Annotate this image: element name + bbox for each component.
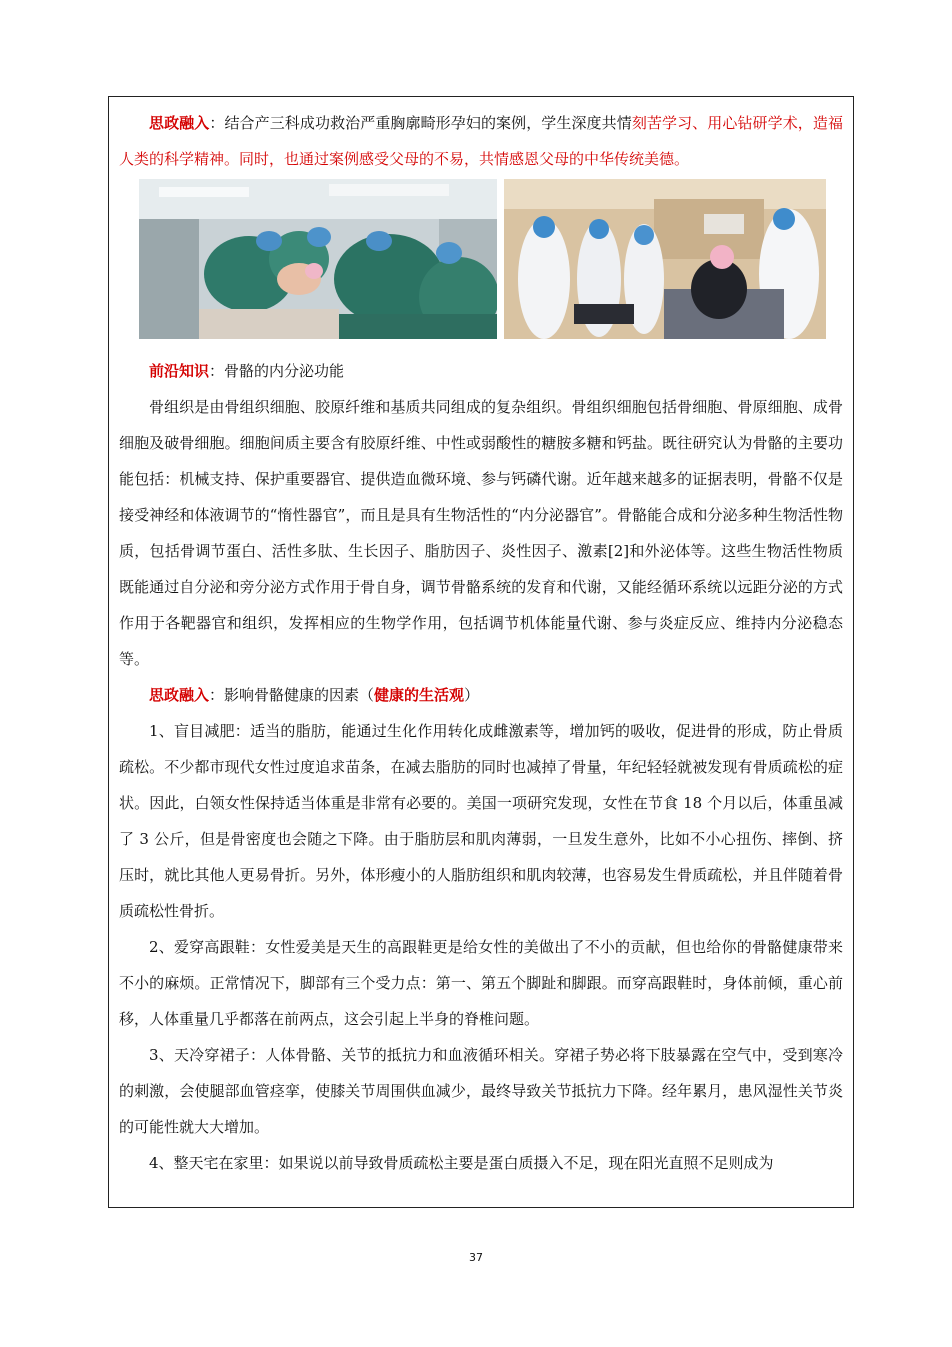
intro-label: 思政融入: [149, 114, 210, 132]
frontier-colon: ：: [209, 362, 225, 380]
frontier-heading: [119, 353, 843, 389]
ward-visit-photo: [504, 179, 826, 339]
intro-red-text: 刻苦学习、用心钻研学术，造福人类的科学精神。同时，也通过案例感受父母的不易，共情感恩父母的中华传统美德。: [119, 114, 843, 168]
frontier-body: 骨组织是由骨组织细胞、胶原纤维和基质共同组成的复杂组织。骨组织细胞包括骨细胞、骨原细胞、成骨细胞及破骨细胞。细胞间质主要含有胶原纤维、中性或弱酸性的糖胺多糖和钙盐。既往研究认为骨骼的主要功能包括：机械支持、保护重要器官、提供造血微环境、参与钙磷代谢。近年越来越多的证据表明，骨骼不仅是接受神经和体液调节的“惰性器官”，而且是具有生物活性的“内分泌器官”。骨骼能合成和分泌多种生物活性物质，包括骨调节蛋白、活性多肽、生长因子、脂肪因子、炎性因子、激素[2]和外泌体等。这些生物活性物质既能通过自分泌和旁分泌方式作用于骨自身，调节骨骼系统的发育和代谢，又能经循环系统以远距分泌的方式作用于各靶器官和组织，发挥相应的生物学作用，包括调节机体能量代谢、参与炎症反应、维持内分泌稳态等。: [119, 398, 843, 668]
surgery-team-photo: [139, 179, 497, 339]
ideology2-emphasis: 健康的生活观: [374, 686, 465, 704]
item-paragraph: 3、天冷穿裙子：人体骨骼、关节的抵抗力和血液循环相关。穿裙子势必将下肢暴露在空气中，受到寒冷的刺激，会使腿部血管痉挛，使膝关节周围供血减少，最终导致关节抵抗力下降。经年累月，患风湿性关节炎的可能性就大大增加。: [119, 1046, 843, 1136]
photo-row: [119, 179, 843, 353]
intro-paragraph: [119, 105, 843, 177]
content-table-cell: [108, 96, 854, 1208]
ideology2-text: 影响骨骼健康的因素（: [224, 686, 375, 704]
ideology2-label: 思政融入: [149, 686, 210, 704]
frontier-label: 前沿知识: [149, 362, 210, 380]
ideology2-heading: [119, 677, 843, 713]
item-paragraph: 4、整天宅在家里：如果说以前导致骨质疏松主要是蛋白质摄入不足，现在阳光直照不足则成为: [149, 1154, 774, 1172]
content-body: [109, 97, 853, 1181]
frontier-topic: 骨骼的内分泌功能: [224, 362, 345, 380]
item-paragraph: 1、盲目减肥：适当的脂肪，能通过生化作用转化成雌激素等，增加钙的吸收，促进骨的形成，防止骨质疏松。不少都市现代女性过度追求苗条，在减去脂肪的同时也减掉了骨量，年纪轻轻就被发现有骨质疏松的症状。因此，白领女性保持适当体重是非常有必要的。美国一项研究发现，女性在节食 18 个月以后，体重虽减了 3 公斤，但是骨密度也会随之下降。由于脂肪层和肌肉薄弱，一旦发生意外，比如不小心扭伤、摔倒、挤压时，就比其他人更易骨折。另外，体形瘦小的人脂肪组织和肌肉较薄，也容易发生骨质疏松，并且伴随着骨质疏松性骨折。: [119, 722, 843, 920]
intro-colon: ：: [209, 114, 225, 132]
item-paragraph: 2、爱穿高跟鞋：女性爱美是天生的高跟鞋更是给女性的美做出了不小的贡献，但也给你的骨骼健康带来不小的麻烦。正常情况下，脚部有三个受力点：第一、第五个脚趾和脚跟。而穿高跟鞋时，身体前倾，重心前移，人体重量几乎都落在前两点，这会引起上半身的脊椎问题。: [119, 938, 843, 1028]
page-number: 37: [469, 1251, 483, 1264]
ideology2-close: ）: [464, 686, 480, 704]
intro-text: 结合产三科成功救治严重胸廓畸形孕妇的案例，学生深度共情: [224, 114, 632, 132]
ideology2-colon: ：: [209, 686, 225, 704]
